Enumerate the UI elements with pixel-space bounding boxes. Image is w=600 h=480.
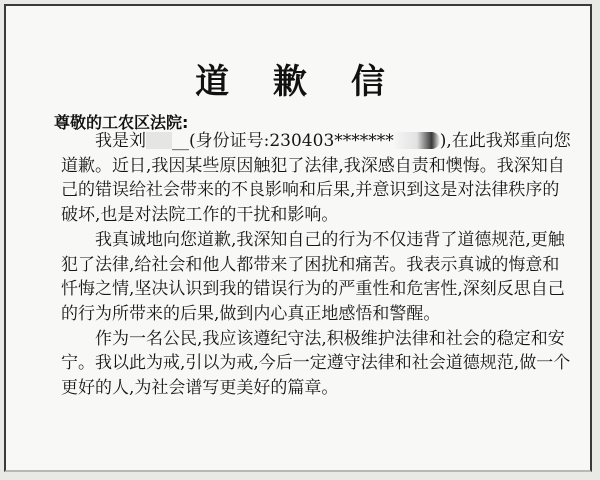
letter-body <box>61 129 571 401</box>
redacted-name <box>146 132 172 149</box>
salutation: 尊敬的工农区法院: <box>54 113 189 132</box>
p1-rest: ),在此我郑重向您道歉。近日,我因某些原因触犯了法律,我深感自责和懊悔。我深知自己的错误给社会带来的不良影响和后果,并意识到这是对法律秩序的破坏,也是对法院工作的干扰和影响。 <box>61 131 571 226</box>
paragraph-2: 我真诚地向您道歉,我深知自己的行为不仅违背了道德规范,更触犯了法律,给社会和他人都带来了困扰和痛苦。我表示真诚的悔意和忏悔之情,坚决认识到我的错误行为的严重性和危害性,深刻反思自己的行为所带来的后果,做到内心真正地感悟和警醒。 <box>61 229 565 324</box>
letter-page <box>4 4 592 472</box>
p1-id-label: __(身份证号:230403******* <box>172 131 394 151</box>
p1-intro: 我是刘 <box>95 131 146 151</box>
paragraph-1 <box>61 129 571 228</box>
paragraph-3: 作为一名公民,我应该遵纪守法,积极维护法律和社会的稳定和安宁。我以此为戒,引以为戒,今后一定遵守法律和社会道德规范,做一个更好的人,为社会谱写更美好的篇章。 <box>61 328 571 399</box>
letter-title: 道 歉 信 <box>195 62 401 102</box>
redacted-id-digits <box>394 132 440 149</box>
